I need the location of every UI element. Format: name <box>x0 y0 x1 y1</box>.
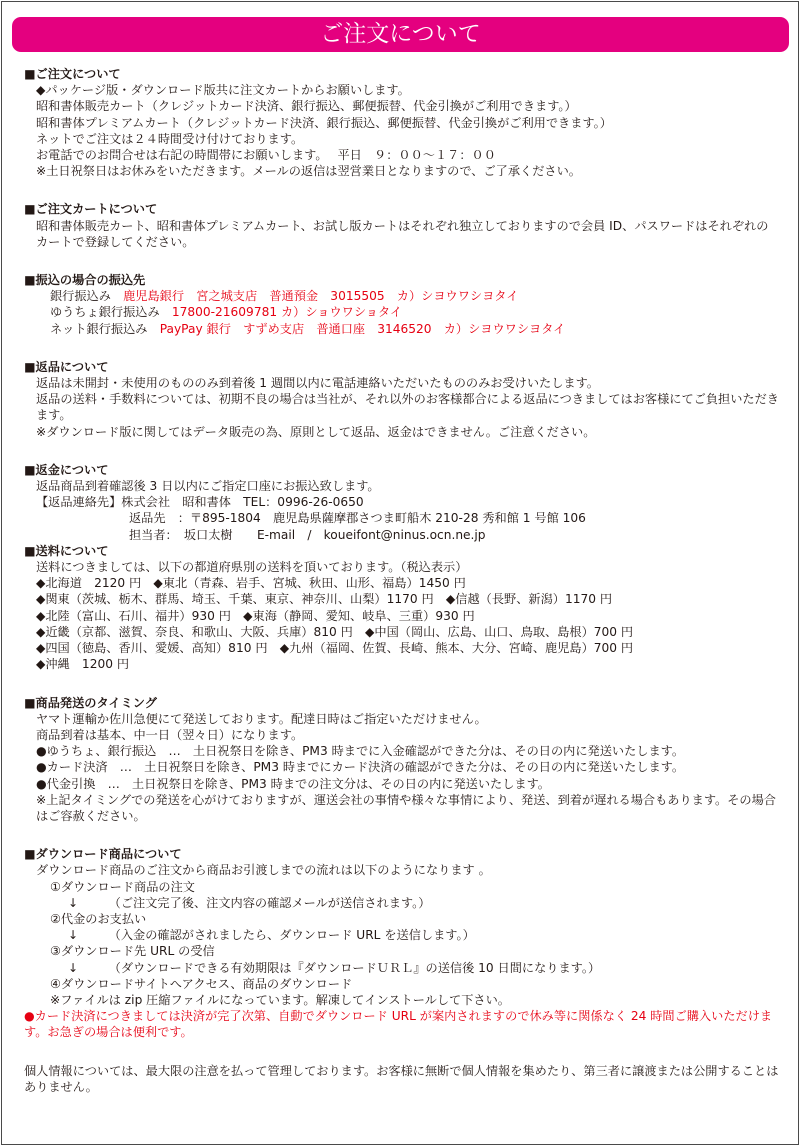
card-payment-notice: ●カード決済につきましては決済が完了次第、自動でダウンロード URL が案内されますので休み等に関係なく 24 時間ご購入いただけます。お急ぎの場合は便利です。 <box>24 1009 773 1040</box>
section-heading-refund: ■返金について <box>24 462 109 477</box>
shipping-rate: ◆北海道 2120 円 ◆東北（青森、岩手、宮城、秋田、山形、福島）1450 円 <box>36 576 466 591</box>
transfer-row-bank <box>24 288 780 304</box>
download-step-note: ↓ （ダウンロードできる有効期限は『ダウンロードＵＲＬ』の送信後 10 日間になります。） <box>68 960 601 975</box>
download-intro: ダウンロード商品のご注文から商品お引渡しまでの流れは以下のようになります 。 <box>36 863 491 878</box>
shipping-rate: ◆沖縄 1200 円 <box>36 657 130 672</box>
shipping-rate: ◆関東（茨城、栃木、群馬、埼玉、千葉、東京、神奈川、山梨）1170 円 ◆信越（長野、新潟）1170 円 <box>36 592 613 607</box>
download-step-note: ↓ （入金の確認がされましたら、ダウンロード URL を送信します。） <box>68 928 475 943</box>
refund-person-email: 担当者： 坂口太樹 E-mail / koueifont@ninus.ocn.ne.jp <box>129 527 486 542</box>
download-note: ※ファイルは zip 圧縮ファイルになっています。解凍してインストールして下さい。 <box>50 992 510 1007</box>
order-line: ネットでご注文は２４時間受け付けております。 <box>36 131 304 146</box>
order-info-content <box>24 66 780 1095</box>
order-line: 昭和書体プレミアムカート（クレジットカード決済、銀行振込、郵便振替、代金引換がご利用できます。） <box>36 115 612 130</box>
cart-text: 昭和書体販売カート、昭和書体プレミアムカート、お試し版カートはそれぞれ独立しておりますので会員 ID、パスワードはそれぞれのカートで登録してください。 <box>36 218 769 249</box>
section-heading-cart: ■ご注文カートについて <box>24 202 158 217</box>
transfer-label: 銀行振込み <box>50 289 124 304</box>
refund-line: 返品商品到着確認後 3 日以内にご指定口座にお振込致します。 <box>36 479 380 494</box>
transfer-row-net-bank <box>24 321 780 337</box>
transfer-label: ゆうちょ銀行振込み <box>50 305 172 320</box>
section-heading-returns: ■返品について <box>24 359 109 374</box>
timing-line: ヤマト運輸か佐川急便にて発送しております。配達日時はご指定いただけません。 <box>36 711 487 726</box>
timing-line: ※上記タイミングでの発送を心がけておりますが、運送会社の事情や様々な事情により、発送、到着が遅れる場合もあります。その場合はご容赦ください。 <box>36 792 776 823</box>
timing-line: ●代金引換 … 土日祝祭日を除き、PM3 時までの注文分は、その日の内に発送いたします。 <box>36 776 550 791</box>
transfer-detail: 17800-21609781 カ）ショウワショタイ <box>171 305 403 320</box>
section-heading-transfer: ■振込の場合の振込先 <box>24 273 146 288</box>
order-line: 昭和書体販売カート（クレジットカード決済、銀行振込、郵便振替、代金引換がご利用できます。） <box>36 99 577 114</box>
order-line: ※土日祝祭日はお休みをいただきます。メールの返信は翌営業日となりますので、ご了承ください。 <box>36 164 581 179</box>
order-hours-line: お電話でのお問合せは右記の時間帯にお願いします。 平日 ９：００～１７：００ <box>36 148 496 163</box>
shipping-rate: ◆北陸（富山、石川、福井）930 円 ◆東海（静岡、愛知、岐阜、三重）930 円 <box>36 608 475 623</box>
timing-line: 商品到着は基本、中一日（翌々日）になります。 <box>36 727 304 742</box>
order-line: ◆パッケージ版・ダウンロード版共に注文カートからお願いします。 <box>36 83 410 98</box>
timing-line: ●カード決済 … 土日祝祭日を除き、PM3 時までにカード決済の確認ができた分は、その日の内に発送いたします。 <box>36 760 685 775</box>
section-heading-order: ■ご注文について <box>24 67 121 81</box>
transfer-row-yucho <box>24 304 780 320</box>
transfer-label: ネット銀行振込み <box>50 321 160 336</box>
section-heading-download: ■ダウンロード商品について <box>24 847 182 862</box>
page-title: ご注文について <box>12 17 789 52</box>
shipping-rate: ◆四国（徳島、香川、愛媛、高知）810 円 ◆九州（福岡、佐賀、長崎、熊本、大分、宮崎、鹿児島）700 円 <box>36 641 634 656</box>
download-step: ①ダウンロード商品の注文 <box>50 879 195 894</box>
refund-contact: 【返品連絡先】株式会社 昭和書体 TEL：0996-26-0650 <box>36 495 364 510</box>
download-step: ②代金のお支払い <box>50 911 147 926</box>
download-step: ④ダウンロードサイトへアクセス、商品のダウンロード <box>50 976 353 991</box>
download-step-note: ↓ （ご注文完了後、注文内容の確認メールが送信されます。） <box>68 895 431 910</box>
section-heading-timing: ■商品発送のタイミング <box>24 695 157 710</box>
returns-line: ※ダウンロード版に関してはデータ販売の為、原則として返品、返金はできません。ご注意ください。 <box>36 424 596 439</box>
returns-line: 返品は未開封・未使用のもののみ到着後 1 週間以内に電話連絡いただいたもののみお受けいたします。 <box>36 376 599 391</box>
shipping-rate: ◆近畿（京都、滋賀、奈良、和歌山、大阪、兵庫）810 円 ◆中国（岡山、広島、山口、鳥取、島根）700 円 <box>36 624 634 639</box>
refund-address: 返品先 ：〒895-1804 鹿児島県薩摩郡さつま町船木 210-28 秀和館 1 号館 106 <box>129 511 586 526</box>
privacy-text: 個人情報については、最大限の注意を払って管理しております。お客様に無断で個人情報を集めたり、第三者に譲渡または公開することはありません。 <box>24 1063 779 1094</box>
download-step: ③ダウンロード先 URL の受信 <box>50 944 215 959</box>
returns-line: 返品の送料・手数料については、初期不良の場合は当社が、それ以外のお客様都合による返品につきましてはお客様にてご負担いただきます。 <box>36 392 779 423</box>
shipping-line: 送料につきましては、以下の都道府県別の送料を頂いております。（税込表示） <box>36 560 468 575</box>
transfer-detail: 鹿児島銀行 宮之城支店 普通預金 3015505 カ）シヨウワシヨタイ <box>123 289 519 304</box>
transfer-detail: PayPay 銀行 すずめ支店 普通口座 3146520 カ）シヨウワシヨタイ <box>159 321 566 336</box>
section-heading-shipping: ■送料について <box>24 543 109 558</box>
timing-line: ●ゆうちょ、銀行振込 … 土日祝祭日を除き、PM3 時までに入金確認ができた分は、その日の内に発送いたします。 <box>36 744 685 759</box>
